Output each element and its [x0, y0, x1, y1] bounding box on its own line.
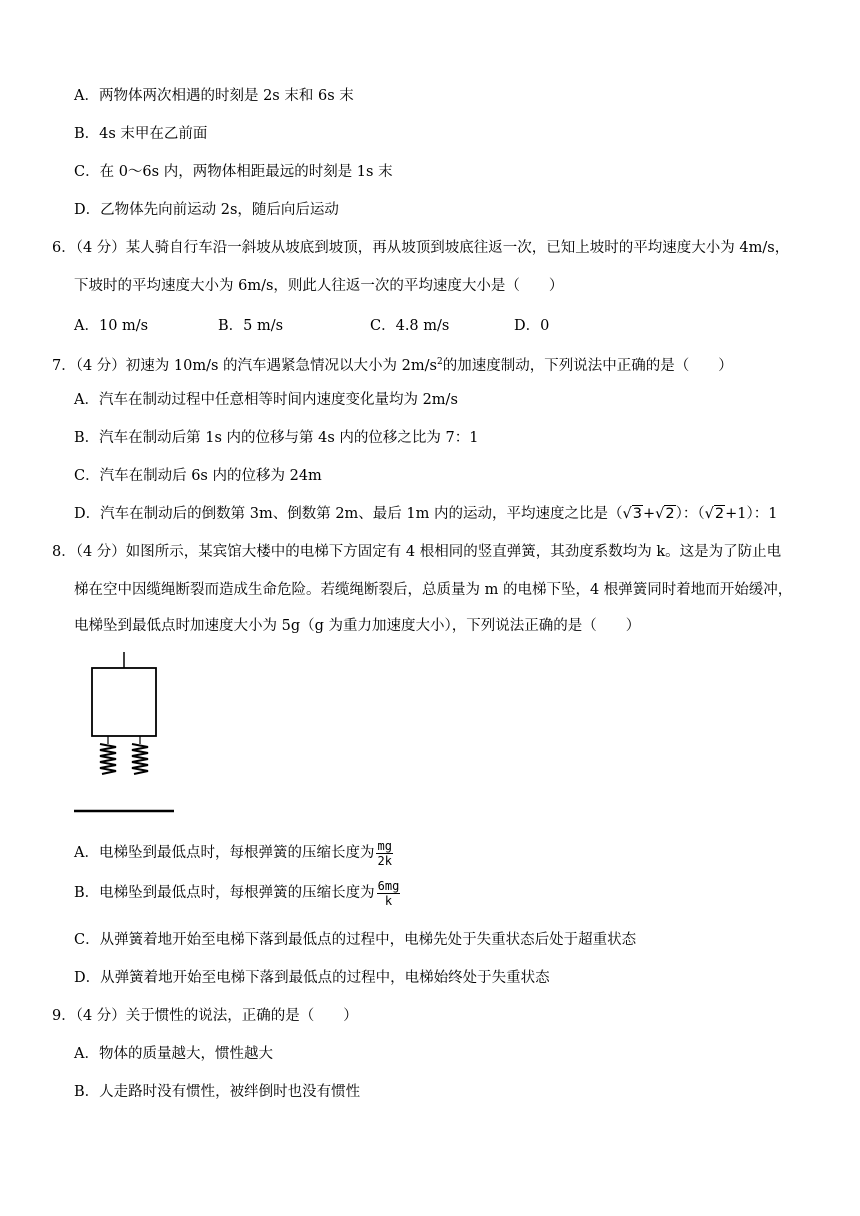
q6-option-d: D．0 — [514, 318, 550, 334]
q6-option-a: A．10 m/s — [74, 318, 149, 334]
q9-option-b: B．人走路时没有惯性，被绊倒时也没有惯性 — [74, 1084, 361, 1100]
q7-stem-post: 的加速度制动，下列说法中正确的是（ ） — [442, 357, 733, 374]
q8-stem-line3: 电梯坠到最低点时加速度大小为 5g（g 为重力加速度大小），下列说法正确的是（ ） — [74, 618, 641, 634]
q7-option-a: A．汽车在制动过程中任意相等时间内速度变化量均为 2m/s — [74, 392, 458, 408]
q7-stem-sup: 2 — [436, 357, 443, 367]
ratio-end: ）：1 — [746, 506, 778, 522]
q6-stem-line2: 下坡时的平均速度大小为 6m/s，则此人往返一次的平均速度大小是（ ） — [74, 278, 564, 294]
q6-option-b: B．5 m/s — [218, 318, 284, 334]
q9-option-a: A．物体的质量越大，惯性越大 — [74, 1046, 273, 1062]
q7-option-c: C．汽车在制动后 6s 内的位移为 24m — [74, 468, 322, 484]
fraction-mg-over-2k: $\frac{mg}{2k}$ — [377, 838, 392, 868]
q6-option-c: C．4.8 m/s — [370, 318, 450, 334]
q8-stem-line1: 8．（4 分）如图所示，某宾馆大楼中的电梯下方固定有 4 根相同的竖直弹簧，其劲度系数均为 k。这是为了防止电 — [52, 544, 782, 560]
q8-option-b-text: B．电梯坠到最低点时，每根弹簧的压缩长度为 — [74, 885, 375, 901]
q6-stem-line1: 6．（4 分）某人骑自行车沿一斜坡从坡底到坡顶，再从坡顶到坡底往返一次，已知上坡时的平均速度大小为 4m/s， — [52, 240, 790, 256]
q5-option-c: C．在 0～6s 内，两物体相距最远的时刻是 1s 末 — [74, 164, 393, 180]
q8-option-c: C．从弹簧着地开始至电梯下落到最低点的过程中，电梯先处于失重状态后处于超重状态 — [74, 932, 637, 948]
sqrt-3: √3 — [622, 506, 642, 522]
plus-sign: + — [642, 506, 656, 522]
fraction-6mg-over-k: $\frac{6mg}{k}$ — [377, 878, 400, 908]
q8-option-a-text: A．电梯坠到最低点时，每根弹簧的压缩长度为 — [74, 845, 375, 861]
q8-option-d: D．从弹簧着地开始至电梯下落到最低点的过程中，电梯始终处于失重状态 — [74, 970, 550, 986]
q6-options-row — [74, 314, 834, 334]
q8-stem-line2: 梯在空中因缆绳断裂而造成生命危险。若缆绳断裂后，总质量为 m 的电梯下坠，4 根弹簧同时着地而开始缓冲， — [74, 582, 793, 598]
sqrt-2: √2 — [655, 506, 675, 522]
q5-option-d: D．乙物体先向前运动 2s，随后向后运动 — [74, 202, 339, 218]
q7-stem-pre: 7．（4 分）初速为 10m/s 的汽车遇紧急情况以大小为 2m/s — [52, 357, 437, 374]
q9-stem: 9．（4 分）关于惯性的说法，正确的是（ ） — [52, 1008, 358, 1024]
q8-option-a — [74, 836, 393, 870]
q7-stem — [52, 352, 733, 376]
q5-option-a: A．两物体两次相遇的时刻是 2s 末和 6s 末 — [74, 88, 354, 104]
q5-option-b: B．4s 末甲在乙前面 — [74, 126, 208, 142]
sqrt-2-second: √2 — [704, 506, 725, 522]
elevator-spring-figure — [70, 650, 180, 815]
plus-one: +1 — [725, 506, 747, 522]
q7-option-d-text: D．汽车在制动后的倒数第 3m、倒数第 2m、最后 1m 内的运动，平均速度之比是（ — [74, 506, 623, 522]
q7-option-d — [74, 504, 777, 524]
q8-option-b — [74, 876, 400, 910]
ratio-separator: ）：（ — [675, 506, 705, 522]
q7-option-b: B．汽车在制动后第 1s 内的位移与第 4s 内的位移之比为 7：1 — [74, 430, 479, 446]
